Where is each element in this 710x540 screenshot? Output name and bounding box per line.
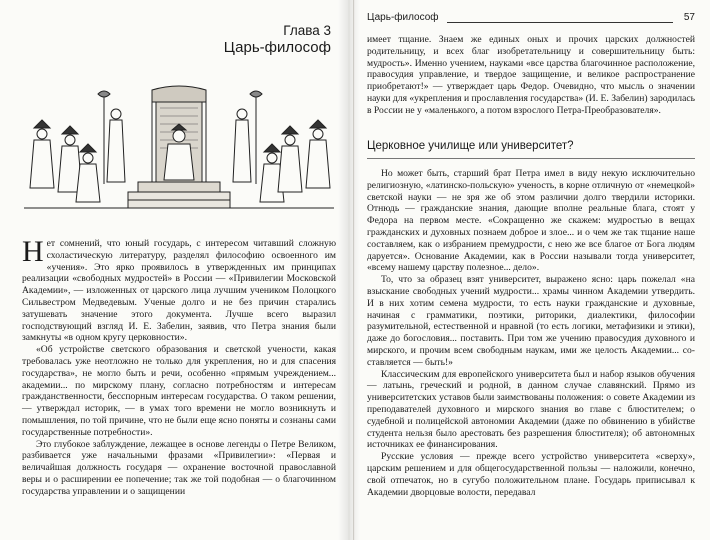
- drop-cap: Н: [22, 235, 44, 268]
- section-heading: [367, 137, 695, 159]
- paragraph-text: ет сомнений, что юный государь, с интересом читавший сложную схоластическую литературу, разделял философию освоенного им «учения». Это ярко проявилось в утвержденных им принципах реализации «свободных мудростей» в России — «Привилегии Московской Академии», — изложенных от царского лица лучшим учеником Полоцкого Сильвестром Медведевым. Ученые долго и не без причин старались затушевать значение этого документа. Лучше всего выразил господствующий взгляд И. Е. Забелин, заявив, что Петра знания были замкнуты «в одном кругу церковности».: [22, 238, 336, 344]
- body-paragraph: [22, 235, 336, 344]
- body-paragraph: Это глубокое заблуждение, лежащее в основе легенды о Петре Великом, разбивается уже начальными фразами «Привилегии»: «Первая и величайшая должность государя — охранение восточной православной веры и о расширении ее попечение; так же той подобная — о благочинном государства управлении и о защищении: [22, 438, 336, 497]
- body-paragraph: То, что за образец взят университет, выражено ясно: царь пожелал «на взыскание свободных учений мудрости... храмы чинном Академии утвердить. И в них хотим семена мудрости, то есть науки гражданские и духовные, начиная с грамматики, поэтики, риторики, диалектики, философии разумительной, естественной и нравной (то есть логики, метафизики и этики), даже до богословия... поставить. При том же учению правосудия духовного и мирского, и прочим всем свободным наукам, ими же целость Академии... составляется — быть!»: [367, 274, 695, 368]
- chapter-heading: [224, 22, 331, 57]
- chapter-number: Глава 3: [283, 23, 331, 38]
- right-page: [355, 0, 710, 540]
- page-number: 57: [683, 12, 695, 23]
- running-head-title: Царь-философ: [367, 12, 439, 23]
- right-body-text: [367, 168, 695, 498]
- left-body-text: [22, 235, 336, 498]
- body-paragraph: Русские условия — прежде всего устройство университета «сверху», царским решением и для общегосударственной пользы — наложили, конечно, свой отпечаток, но в сугубо положительном плане. Государь приписывал к Академии дворцовые волости, передавал: [367, 451, 695, 498]
- right-top-text: [367, 34, 695, 117]
- left-page: [0, 0, 354, 540]
- body-paragraph: Но может быть, старший брат Петра имел в виду некую исключительно религиозную, «латинско-польскую» ученость, в корне отличную от «немецкой» светской науки — не зря же об этом различии долго твердили историки. Отнюдь — гражданские знания, дающие вполне реальные блага, стоят у Федора на первом месте. «Сокращенно же скажем: мудростью в вещах гражданских и духовных познаем доброе и злое... и о чем же так тщание наше составляем, как о избранием премудрости, с нею же все благое от Бога людям даруется». Основание Академии, как в России называли тогда университет, «всему нашему царству полезное... дело».: [367, 168, 695, 274]
- section-title: Церковное училище или университет?: [367, 140, 574, 152]
- section-rule: [367, 158, 695, 159]
- running-head-rule: [447, 22, 673, 23]
- book-gutter-shadow: [338, 0, 360, 540]
- body-paragraph: имеет тщание. Знаем же единых оных и прочих царских должностей родительницу, и всех благ изобретательницу и совершительницу быть: мудрость». Именно учением, науками «все царства благочинное расположение, правосудия управление, и твердое защищение, и великое распространение приобретают!» — утверждает царь Федор. Очевидно, что мысль о значении науки для «укрепления и прославления государства» (И. Е. Забелин) зародилась в России не у «маленького, а потом взрослого Петра-Преобразователя».: [367, 34, 695, 116]
- chapter-title: Царь-философ: [223, 39, 331, 56]
- running-head: [367, 12, 695, 28]
- body-paragraph: «Об устройстве светского образования и светской учености, какая требовалась уже неотложно не только для укрепления, но и для спасения государства», не могло быть и речи, особенно «прямым учреждением... академии... по мирскому плану, согласно потребностям и интересам гражданственности, бесспорным интересам государства. О таком решении, — утверждал историк, — в умах того времени не могло возникнуть и помышления, по той причине, что не были еще ясно поняты и сознаны сами государственные потребности».: [22, 344, 336, 438]
- body-paragraph: Классическим для европейского университета был и набор языков обучения — латынь, греческий и родной, в данном случае славянский. Прямо из университетских уставов были заимствованы положения: о совете Академии из преподавателей духовного и мирского знания во главе с блюстителем; о судебной и полицейской автономии Академии (даже по обвинению в убийстве студента нельзя было арестовать без разрешения блюстителя); об автономных источниках ее финансирования.: [367, 368, 695, 451]
- throne-engraving-illustration: [20, 84, 338, 212]
